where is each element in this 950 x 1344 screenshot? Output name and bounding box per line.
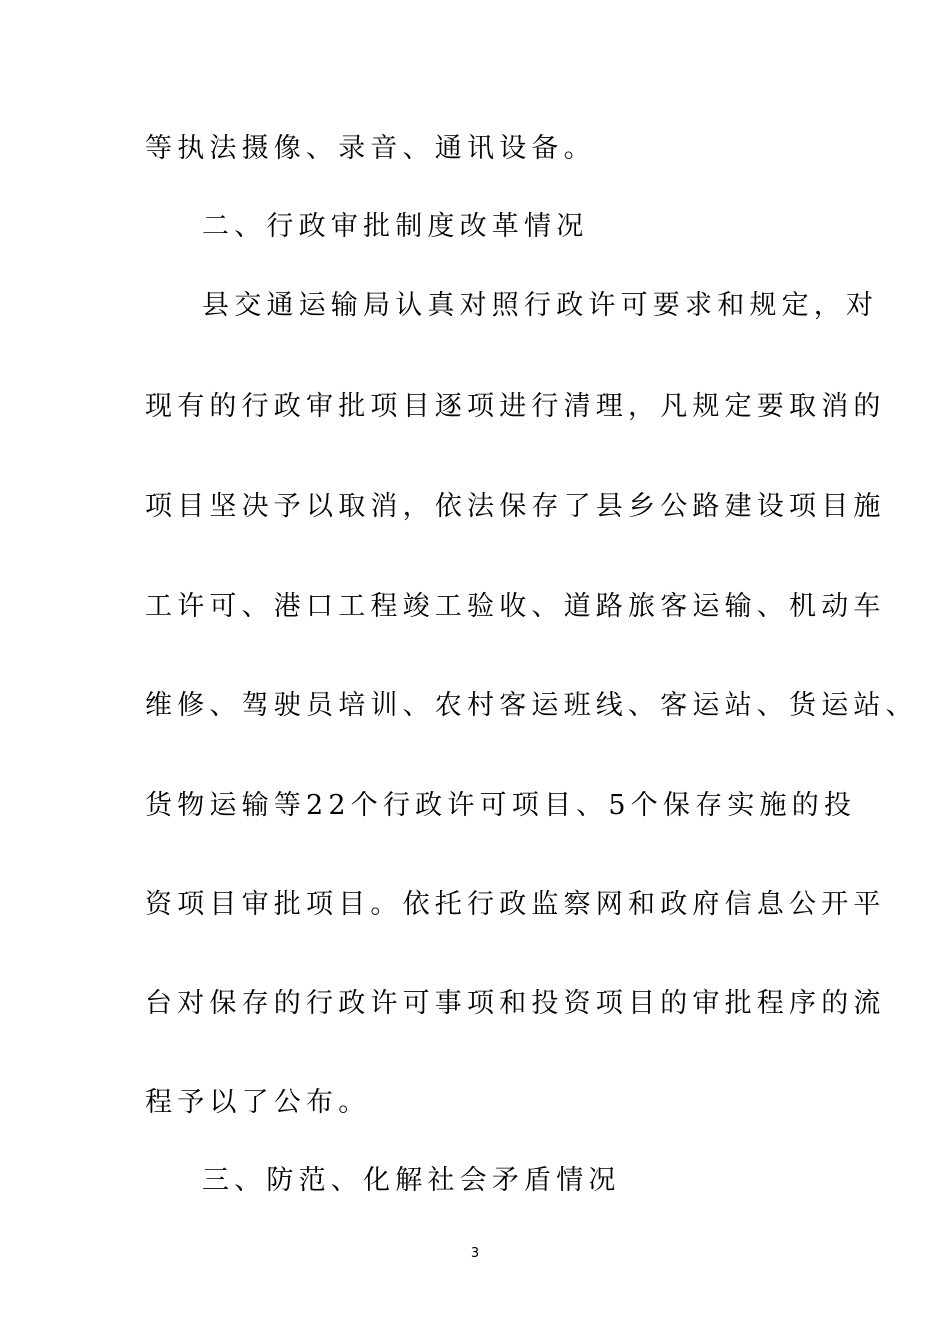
body-line: 县交通运输局认真对照行政许可要求和规定，对 xyxy=(202,290,879,321)
body-line: 程予以了公布。 xyxy=(145,1087,371,1118)
body-line-continuation: 等执法摄像、录音、通讯设备。 xyxy=(145,133,596,164)
body-line: 台对保存的行政许可事项和投资项目的审批程序的流 xyxy=(145,988,886,1019)
body-line: 资项目审批项目。依托行政监察网和政府信息公开平 xyxy=(145,889,886,920)
body-line: 工许可、港口工程竣工验收、道路旅客运输、机动车 xyxy=(145,591,886,622)
body-line: 货物运输等22个行政许可项目、5个保存实施的投 xyxy=(145,790,857,821)
body-line: 项目坚决予以取消，依法保存了县乡公路建设项目施 xyxy=(145,491,886,522)
page-number: 3 xyxy=(470,1246,480,1261)
body-line: 现有的行政审批项目逐项进行清理，凡规定要取消的 xyxy=(145,391,886,422)
section-heading-two: 二、行政审批制度改革情况 xyxy=(202,211,589,242)
section-heading-three: 三、防范、化解社会矛盾情况 xyxy=(202,1165,621,1196)
body-line: 维修、驾驶员培训、农村客运班线、客运站、货运站、 xyxy=(145,690,918,721)
